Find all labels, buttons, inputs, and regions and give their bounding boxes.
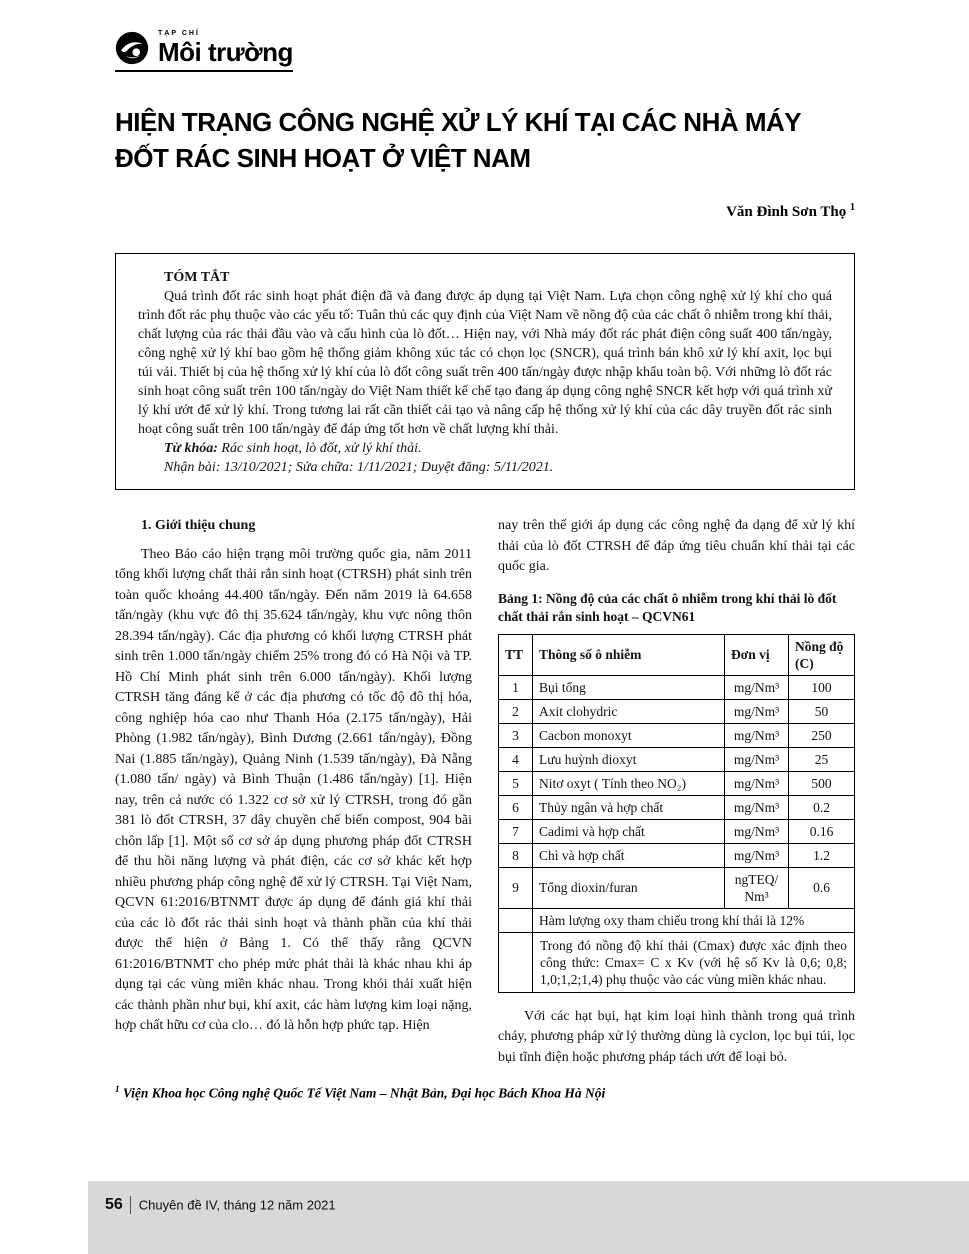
right-column: [498, 516, 855, 1068]
intro-paragraph: Theo Báo cáo hiện trạng môi trường quốc gia, năm 2011 tổng khối lượng chất thải rắn sinh hoạt (CTRSH) phát sinh trên toàn quốc khoảng 44.400 tấn/ngày. Đến năm 2019 là 64.658 tấn/ngày (khu vực đô thị 35.624 tấn/ngày, khu vực nông thôn 28.394 tấn/ngày). Các địa phương có khối lượng CTRSH phát sinh trên 1.000 tấn/ngày chiếm 25% trong đó có Hà Nội và TP. Hồ Chí Minh phát sinh trên 6.000 tấn/ngày). Khối lượng CTRSH tăng đáng kể ở các địa phương có tốc độ đô thị hóa, công nghiệp hóa cao như Thanh Hóa (2.175 tấn/ngày), Hải Phòng (1.982 tấn/ngày), Bình Dương (2.661 tấn/ngày), Đồng Nai (1.885 tấn/ngày), Quảng Ninh (1.539 tấn/ngày), Đà Nẵng (1.080 tấn/ ngày) và Bình Thuận (1.486 tấn/ngày) [1]. Hiện nay, trên cả nước có 1.322 cơ sở xử lý CTRSH, trong đó gần 381 lò đốt CTRSH, 37 dây chuyền chế biến compost, 904 bãi chôn lấp [1]. Một số cơ sở áp dụng phương pháp đốt CTRSH để thu hồi năng lượng và phát điện, các cơ sở khác kết hợp nhiều phương pháp công nghệ để xử lý CTRSH. Tại Việt Nam, QCVN 61:2016/BTNMT được áp dụng để đánh giá khí thải của các lò đốt rác thải sinh hoạt và thành phần của khí thải được thể hiện ở Bảng 1. Có thể thấy rằng QCVN 61:2016/BTNMT cho phép mức phát thải là khác nhau khi áp dụng tại các vùng miền khác nhau. Trong khói thải xuất hiện các thành phần như bụi, khí axit, các hàm lượng kim loại nặng, hợp chất hữu cơ của clo… đó là hỗn hợp phức tạp. Hiện: [115, 546, 472, 1033]
table-caption-text: Nồng độ của các chất ô nhiễm trong khí thải lò đốt chất thải rắn sinh hoạt – QCVN61: [498, 590, 837, 624]
cell-value: 0.6: [789, 867, 855, 908]
col-header-unit: Đơn vị: [725, 634, 789, 675]
cell-unit: mg/Nm³: [725, 675, 789, 699]
col-header-tt: TT: [499, 634, 533, 675]
magazine-logo-text: [158, 30, 293, 65]
table-note-cmax: Trong đó nồng độ khí thải (Cmax) được xác định theo công thức: Cmax= C x Kv (với hệ số Kv là 0,6; 0,8; 1,0;1,2;1,4) phụ thuộc vào các vùng miền khác nhau.: [533, 932, 855, 992]
magazine-name: Môi trường: [158, 37, 293, 67]
cell-value: 0.2: [789, 795, 855, 819]
author-name: Văn Đình Sơn Thọ: [726, 204, 847, 220]
cell-value: 50: [789, 699, 855, 723]
cell-param: Bụi tổng: [533, 675, 725, 699]
cell-param: Nitơ oxyt ( Tính theo NO₂): [533, 771, 725, 795]
cell-tt: 4: [499, 747, 533, 771]
cell-unit: mg/Nm³: [725, 723, 789, 747]
cell-tt: 3: [499, 723, 533, 747]
cell-param: Thủy ngân và hợp chất: [533, 795, 725, 819]
table-note-oxygen: Hàm lượng oxy tham chiếu trong khí thải là 12%: [533, 908, 855, 932]
table-row: [499, 723, 855, 747]
left-column: [115, 516, 472, 1068]
col-header-value: Nồng độ (C): [789, 634, 855, 675]
abstract-heading: TÓM TẮT: [164, 270, 230, 285]
cell-unit: mg/Nm³: [725, 843, 789, 867]
cell-tt: 6: [499, 795, 533, 819]
cell-unit: mg/Nm³: [725, 747, 789, 771]
cell-value: 500: [789, 771, 855, 795]
intro-paragraph-continued: nay trên thế giới áp dụng các công nghệ đa dạng để xử lý khí thải của lò đốt CTRSH để đáp ứng tiêu chuẩn khí thải tại các quốc gia.: [498, 518, 855, 574]
abstract-dates: Nhận bài: 13/10/2021; Sửa chữa: 1/11/2021; Duyệt đăng: 5/11/2021.: [164, 460, 554, 475]
empty-cell: [499, 932, 533, 992]
footnote-marker: 1: [115, 1084, 120, 1094]
cell-value: 0.16: [789, 819, 855, 843]
keywords-label: Từ khóa:: [164, 441, 218, 456]
section-heading-1: 1. Giới thiệu chung: [141, 518, 256, 533]
cell-tt: 8: [499, 843, 533, 867]
table-row: [499, 747, 855, 771]
author-affiliation-footnote: [115, 1084, 855, 1102]
cell-param: Tổng dioxin/furan: [533, 867, 725, 908]
table-header-row: [499, 634, 855, 675]
cell-param: Axit clohydric: [533, 699, 725, 723]
footnote-text: Viện Khoa học Công nghệ Quốc Tế Việt Nam – Nhật Bản, Đại học Bách Khoa Hà Nội: [119, 1085, 606, 1101]
cell-param: Lưu huỳnh dioxyt: [533, 747, 725, 771]
table-row: [499, 819, 855, 843]
author-affiliation-marker: 1: [850, 202, 855, 213]
empty-cell: [499, 908, 533, 932]
table-note-row: [499, 932, 855, 992]
page-number: 56: [105, 1196, 123, 1213]
table-row: [499, 867, 855, 908]
article-title: [115, 104, 855, 176]
col-header-param: Thông số ô nhiễm: [533, 634, 725, 675]
magazine-tagline: TẠP CHÍ: [158, 30, 200, 37]
cell-tt: 1: [499, 675, 533, 699]
table-row: [499, 843, 855, 867]
cell-tt: 5: [499, 771, 533, 795]
cell-tt: 9: [499, 867, 533, 908]
cell-unit: mg/Nm³: [725, 771, 789, 795]
cell-unit: mg/Nm³: [725, 819, 789, 843]
masthead: [115, 30, 855, 72]
cell-unit: mg/Nm³: [725, 699, 789, 723]
cell-tt: 2: [499, 699, 533, 723]
dust-treatment-paragraph: Với các hạt bụi, hạt kim loại hình thành trong quá trình cháy, phương pháp xử lý thường dùng là cyclon, lọc bụi túi, lọc bụi tĩnh điện hoặc phương pháp tách ướt để loại bỏ.: [498, 1008, 855, 1065]
table-row: [499, 771, 855, 795]
author-byline: [115, 202, 855, 221]
table-note-row: [499, 908, 855, 932]
cell-value: 1.2: [789, 843, 855, 867]
magazine-logo: [115, 30, 293, 72]
cell-param: Cacbon monoxyt: [533, 723, 725, 747]
cell-value: 25: [789, 747, 855, 771]
cell-param: Chì và hợp chất: [533, 843, 725, 867]
page-footer: [88, 1181, 969, 1254]
cell-unit: mg/Nm³: [725, 795, 789, 819]
article-title-line1: HIỆN TRẠNG CÔNG NGHỆ XỬ LÝ KHÍ TẠI CÁC NHÀ MÁY: [115, 107, 802, 137]
keywords-value: Rác sinh hoạt, lò đốt, xử lý khí thải.: [221, 441, 422, 456]
cell-param: Cadimi và hợp chất: [533, 819, 725, 843]
two-column-body: [115, 516, 855, 1068]
pollutant-limits-table: [498, 634, 855, 993]
issue-info: Chuyên đề IV, tháng 12 năm 2021: [138, 1197, 336, 1213]
cell-value: 250: [789, 723, 855, 747]
cell-tt: 7: [499, 819, 533, 843]
table-caption-label: Bảng 1:: [498, 590, 543, 606]
table-row: [499, 795, 855, 819]
cell-value: 100: [789, 675, 855, 699]
table-row: [499, 675, 855, 699]
abstract-box: [115, 253, 855, 490]
abstract-body: Quá trình đốt rác sinh hoạt phát điện đã và đang được áp dụng tại Việt Nam. Lựa chọn công nghệ xử lý khí cho quá trình đốt rác phụ thuộc vào các yếu tố: Tuân thủ các quy định của Việt Nam về nồng độ của các chất ô nhiễm trong khí thải, chất lượng của rác thải đầu vào và cấu hình của lò đốt… Hiện nay, với Nhà máy đốt rác phát điện công suất 400 tấn/ngày, công nghệ xử lý khí bao gồm hệ thống giảm không xúc tác có chọn lọc (SNCR), quá trình bán khô xử lý khí axit, lọc bụi túi vải. Thiết bị của hệ thống xử lý khí của lò đốt công suất trên 400 tấn/ngày được nhập khẩu toàn bộ. Với những lò đốt rác sinh hoạt công suất trên 100 tấn/ngày do Việt Nam thiết kế chế tạo đang áp dụng công nghệ SNCR kết hợp với quá trình xử lý khí ướt để xử lý khí. Trong tương lai rất cần thiết cải tạo và nâng cấp hệ thống xử lý khí của các dây truyền đốt rác sinh hoạt công suất trên 100 tấn/ngày để đáp ứng tốt hơn về chất lượng khí thải.: [138, 289, 832, 437]
table-row: [499, 699, 855, 723]
magazine-logo-icon: [115, 31, 149, 65]
abstract-keywords: [138, 439, 832, 458]
table-caption: [498, 590, 855, 626]
article-title-line2: ĐỐT RÁC SINH HOẠT Ở VIỆT NAM: [115, 143, 531, 173]
cell-unit: ngTEQ/ Nm³: [725, 867, 789, 908]
footer-divider: [130, 1196, 131, 1214]
